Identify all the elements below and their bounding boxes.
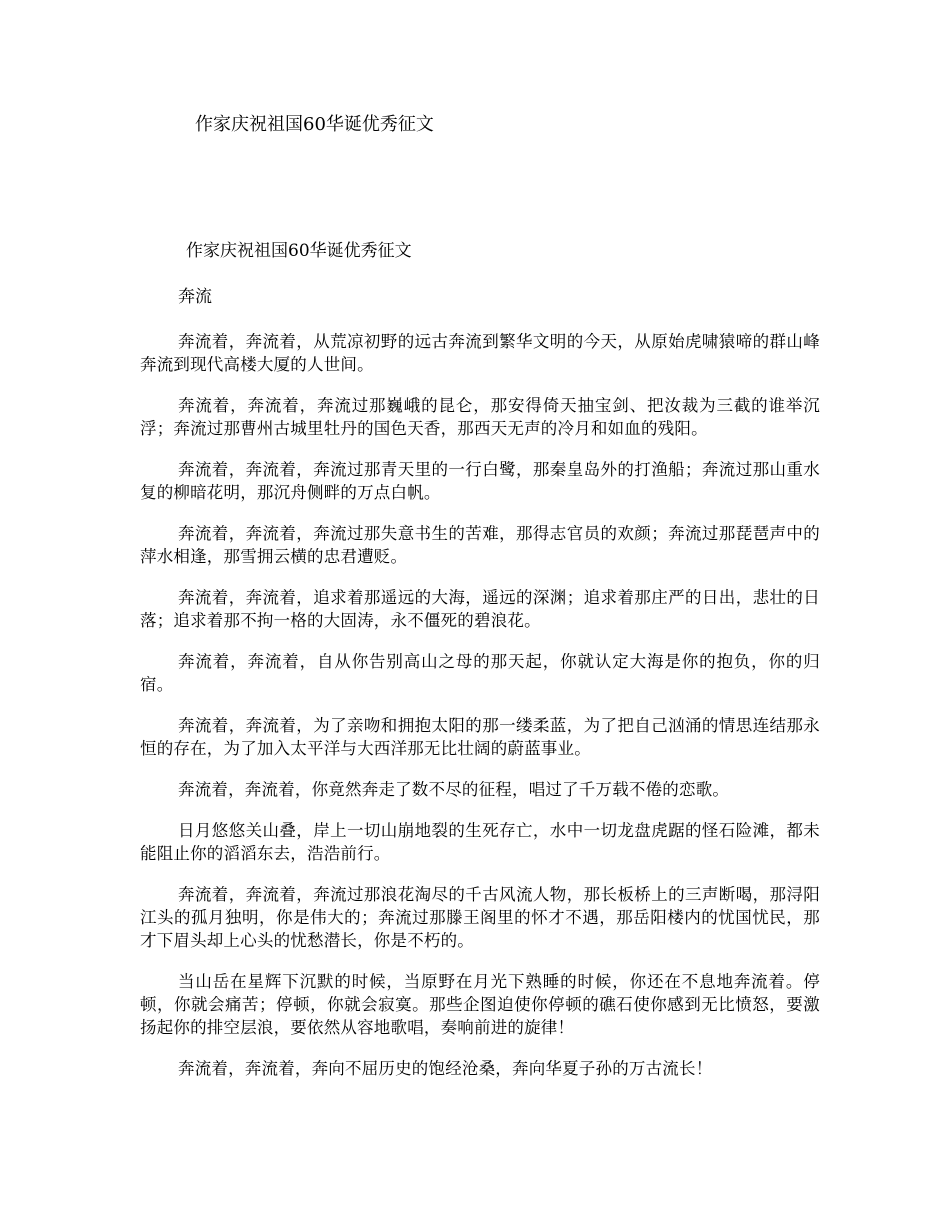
paragraph-3: 奔流着，奔流着，奔流过那青天里的一行白鹭，那秦皇岛外的打渔船；奔流过那山重水复的柳暗花明，那沉舟侧畔的万点白帆。: [140, 460, 820, 502]
paragraph-4: 奔流着，奔流着，奔流过那失意书生的苦难，那得志官员的欢颜；奔流过那琵琶声中的萍水相逢，那雪拥云横的忠君遭贬。: [140, 524, 820, 566]
paragraph-2: 奔流着，奔流着，奔流过那巍峨的昆仑，那安得倚天抽宝剑、把汝裁为三截的谁举沉浮；奔流过那曹州古城里牡丹的国色天香，那西天无声的冷月和如血的残阳。: [140, 396, 820, 438]
paragraph-1: 奔流着，奔流着，从荒凉初野的远古奔流到繁华文明的今天，从原始虎啸猿啼的群山峰奔流到现代高楼大厦的人世间。: [140, 332, 820, 374]
paragraph-12: 奔流着，奔流着，奔向不屈历史的饱经沧桑，奔向华夏子孙的万古流长！: [178, 1059, 713, 1078]
paragraph-7: 奔流着，奔流着，为了亲吻和拥抱太阳的那一缕柔蓝，为了把自己汹涌的情思连结那永恒的存在，为了加入太平洋与大西洋那无比壮阔的蔚蓝事业。: [140, 716, 820, 758]
paragraph-10: 奔流着，奔流着，奔流过那浪花淘尽的千古风流人物，那长板桥上的三声断喝，那浔阳江头的孤月独明，你是伟大的；奔流过那滕王阁里的怀才不遇，那岳阳楼内的忧国忧民，那才下眉头却上心头的忧愁潜长，你是不朽的。: [140, 885, 820, 950]
article-heading: 作家庆祝祖国60华诞优秀征文: [186, 241, 412, 261]
paragraph-11: 当山岳在星辉下沉默的时候，当原野在月光下熟睡的时候，你还在不息地奔流着。停顿，你就会痛苦；停顿，你就会寂寞。那些企图迫使你停顿的礁石使你感到无比愤怒，要激扬起你的排空层浪，要依然从容地歌唱，奏响前进的旋律！: [140, 972, 820, 1037]
paragraph-6: 奔流着，奔流着，自从你告别高山之母的那天起，你就认定大海是你的抱负，你的归宿。: [140, 652, 820, 694]
page-title: 作家庆祝祖国60华诞优秀征文: [195, 114, 434, 135]
article-author: 奔流: [178, 287, 212, 307]
paragraph-5: 奔流着，奔流着，追求着那遥远的大海，遥远的深渊；追求着那庄严的日出，悲壮的日落；追求着那不拘一格的大固涛，永不僵死的碧浪花。: [140, 588, 820, 630]
article-body: [140, 238, 820, 1098]
paragraph-8: 奔流着，奔流着，你竟然奔走了数不尽的征程，唱过了千万载不倦的恋歌。: [178, 780, 730, 799]
paragraph-9: 日月悠悠关山叠，岸上一切山崩地裂的生死存亡，水中一切龙盘虎踞的怪石险滩，都未能阻止你的滔滔东去，浩浩前行。: [140, 821, 820, 863]
